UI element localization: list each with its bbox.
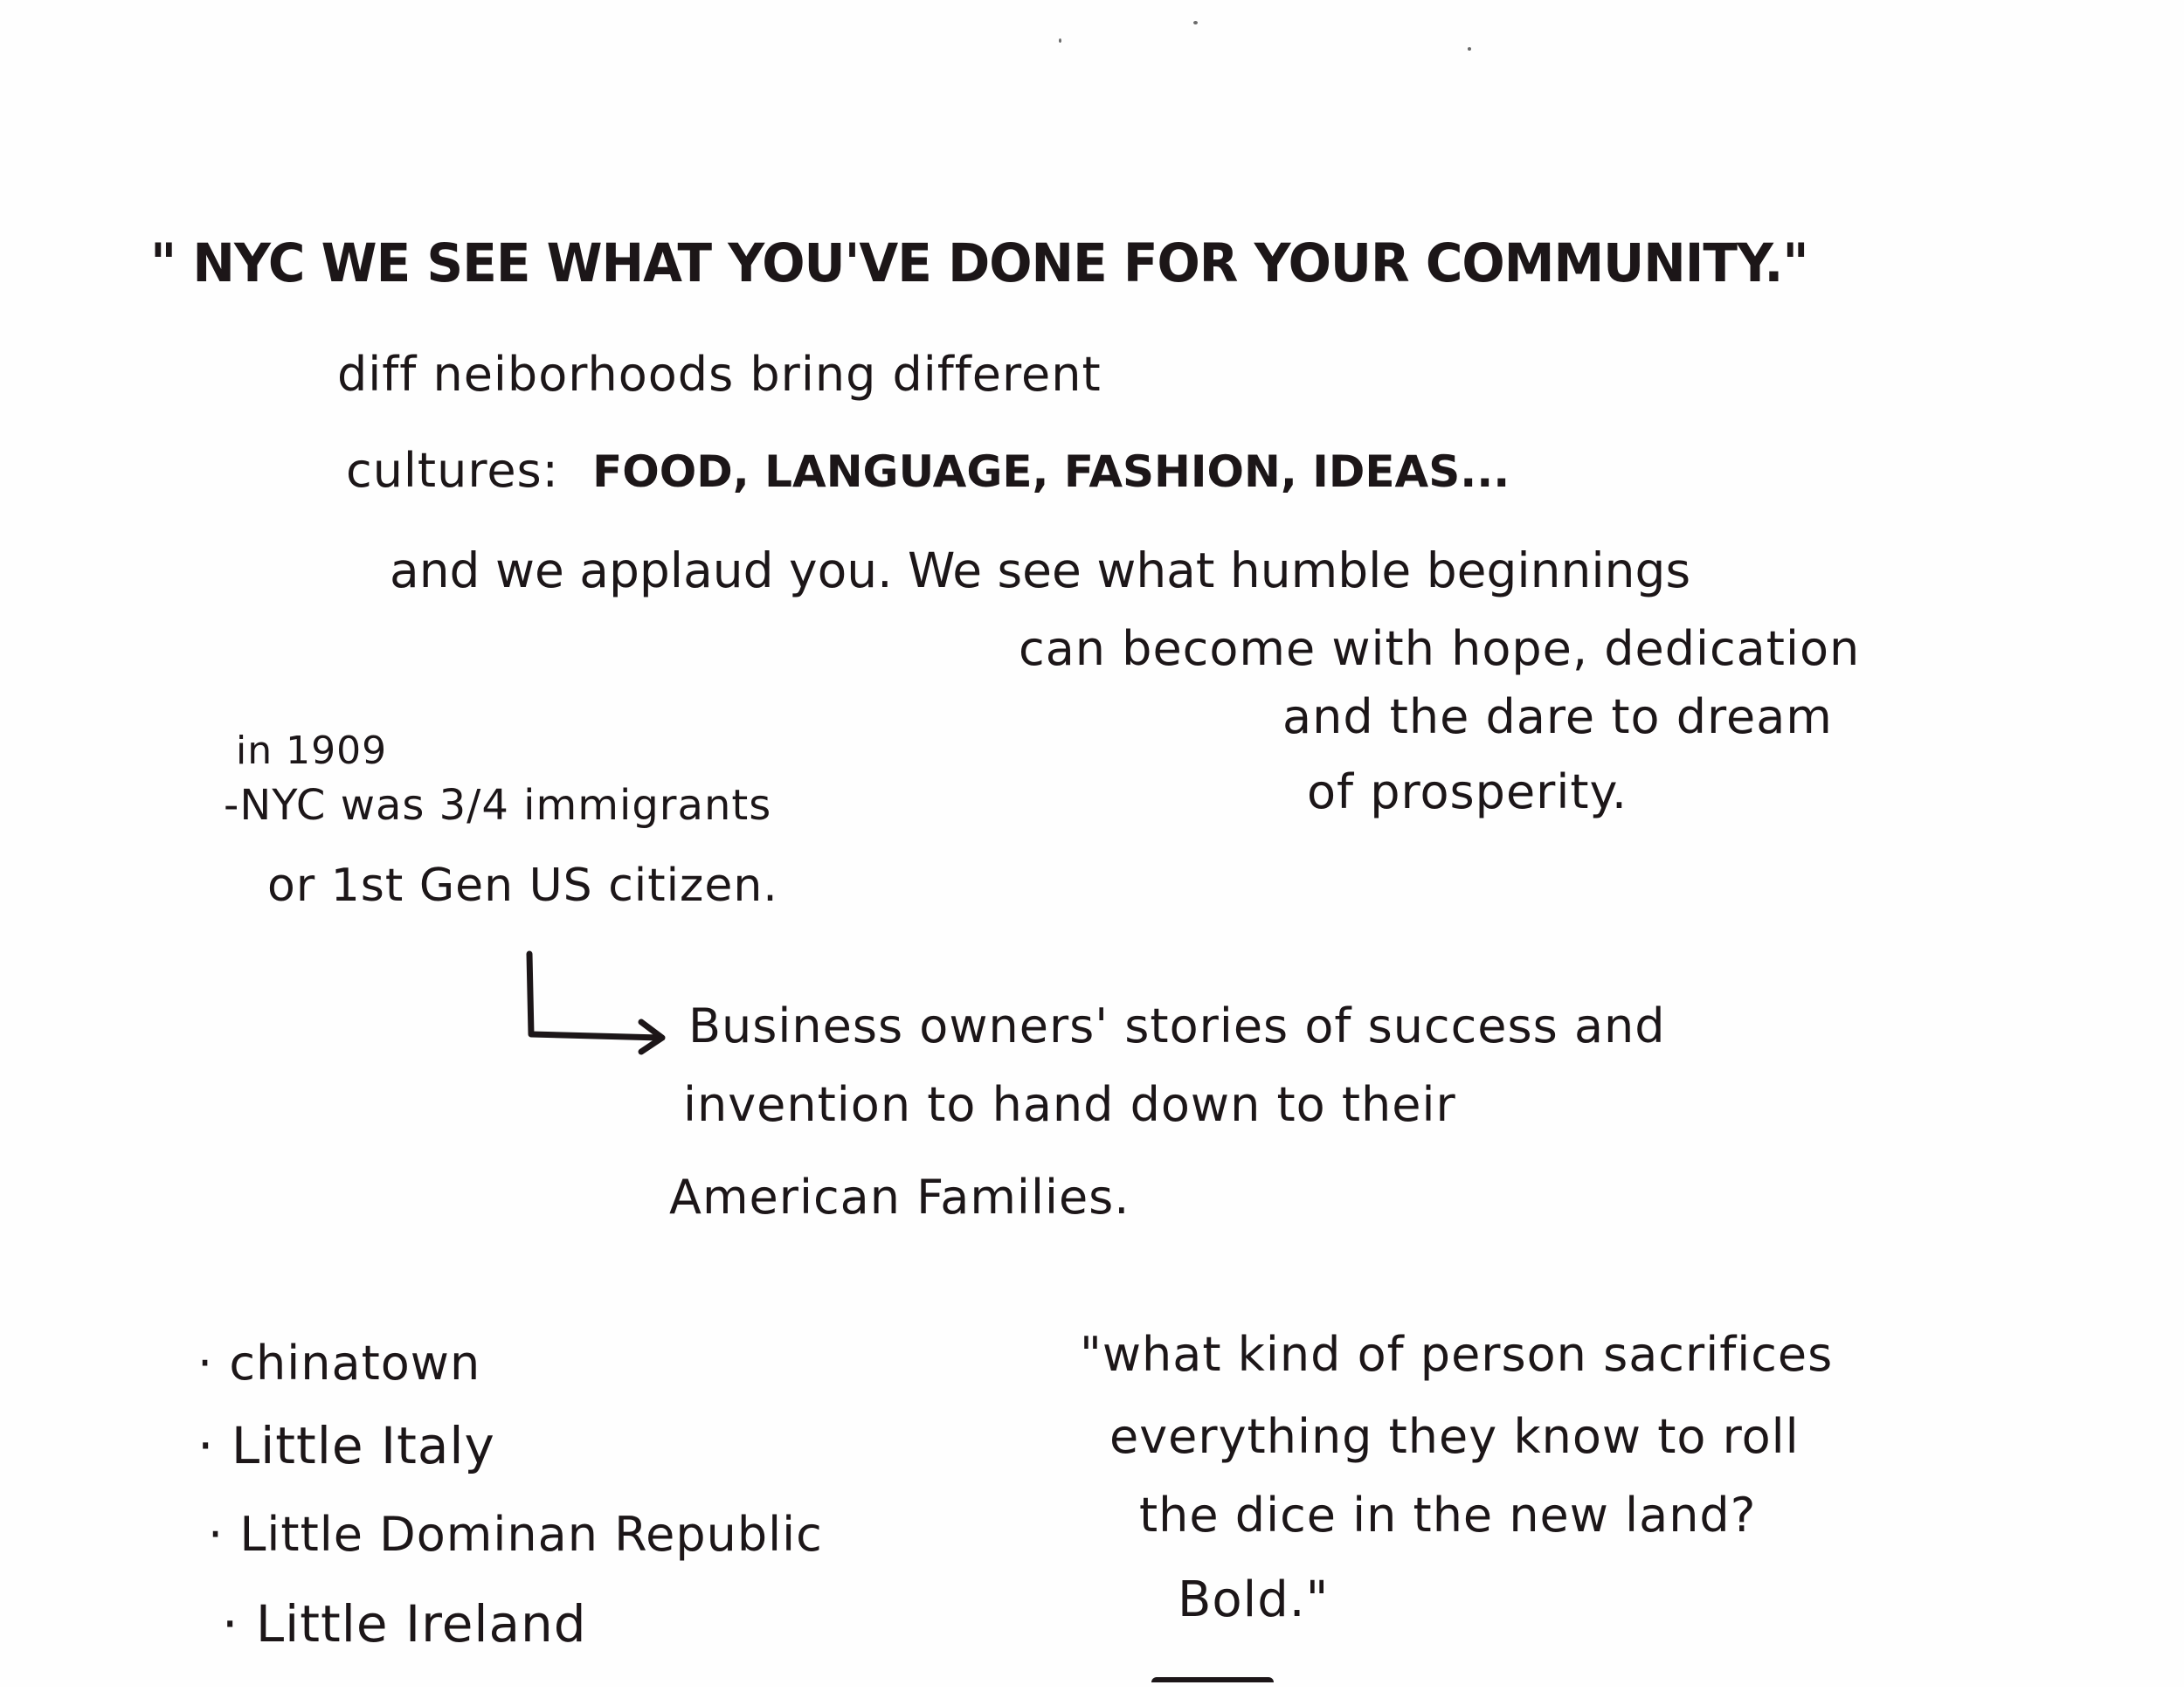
cultures-label: cultures: [346, 443, 559, 498]
scan-speck [1468, 47, 1471, 51]
paragraph-line: can become with hope, dedication [1019, 621, 1861, 676]
arrow-note-line: American Families. [669, 1170, 1130, 1225]
arrow-note-line: invention to hand down to their [683, 1077, 1456, 1132]
neighborhood-item: · Little Dominan Republic [208, 1507, 823, 1562]
neighborhood-item: · Little Ireland [222, 1594, 587, 1654]
quote-line: everything they know to roll [1109, 1409, 1800, 1464]
scan-speck [1193, 21, 1198, 24]
quote-line: Bold." [1178, 1571, 1330, 1628]
arrow-right-icon [521, 950, 678, 1064]
paragraph-line: of prosperity. [1307, 764, 1628, 819]
quote-line: "what kind of person sacrifices [1080, 1327, 1834, 1382]
scan-speck [1059, 38, 1061, 43]
title-quote: " NYC WE SEE WHAT YOU'VE DONE FOR YOUR COMMUNITY." [150, 231, 1808, 294]
note-1909-line: -NYC was 3/4 immigrants [224, 781, 772, 830]
note-1909-line: in 1909 [236, 729, 388, 773]
neighborhood-item: · Little Italy [197, 1416, 495, 1475]
paragraph-line: and we applaud you. We see what humble beginnings [390, 542, 1691, 598]
arrow-note-line: Business owners' stories of success and [688, 998, 1666, 1053]
paragraph-line: and the dare to dream [1282, 689, 1833, 744]
quote-line: the dice in the new land? [1139, 1488, 1757, 1543]
neighborhood-item: · chinatown [197, 1336, 481, 1391]
note-1909-line: or 1st Gen US citizen. [267, 860, 778, 912]
cultures-list: FOOD, LANGUAGE, FASHION, IDEAS... [592, 446, 1510, 497]
cultures-line [346, 443, 1510, 498]
paragraph-line: diff neiborhoods bring different [337, 347, 1102, 402]
cut-off-ink-mark [1151, 1677, 1274, 1692]
